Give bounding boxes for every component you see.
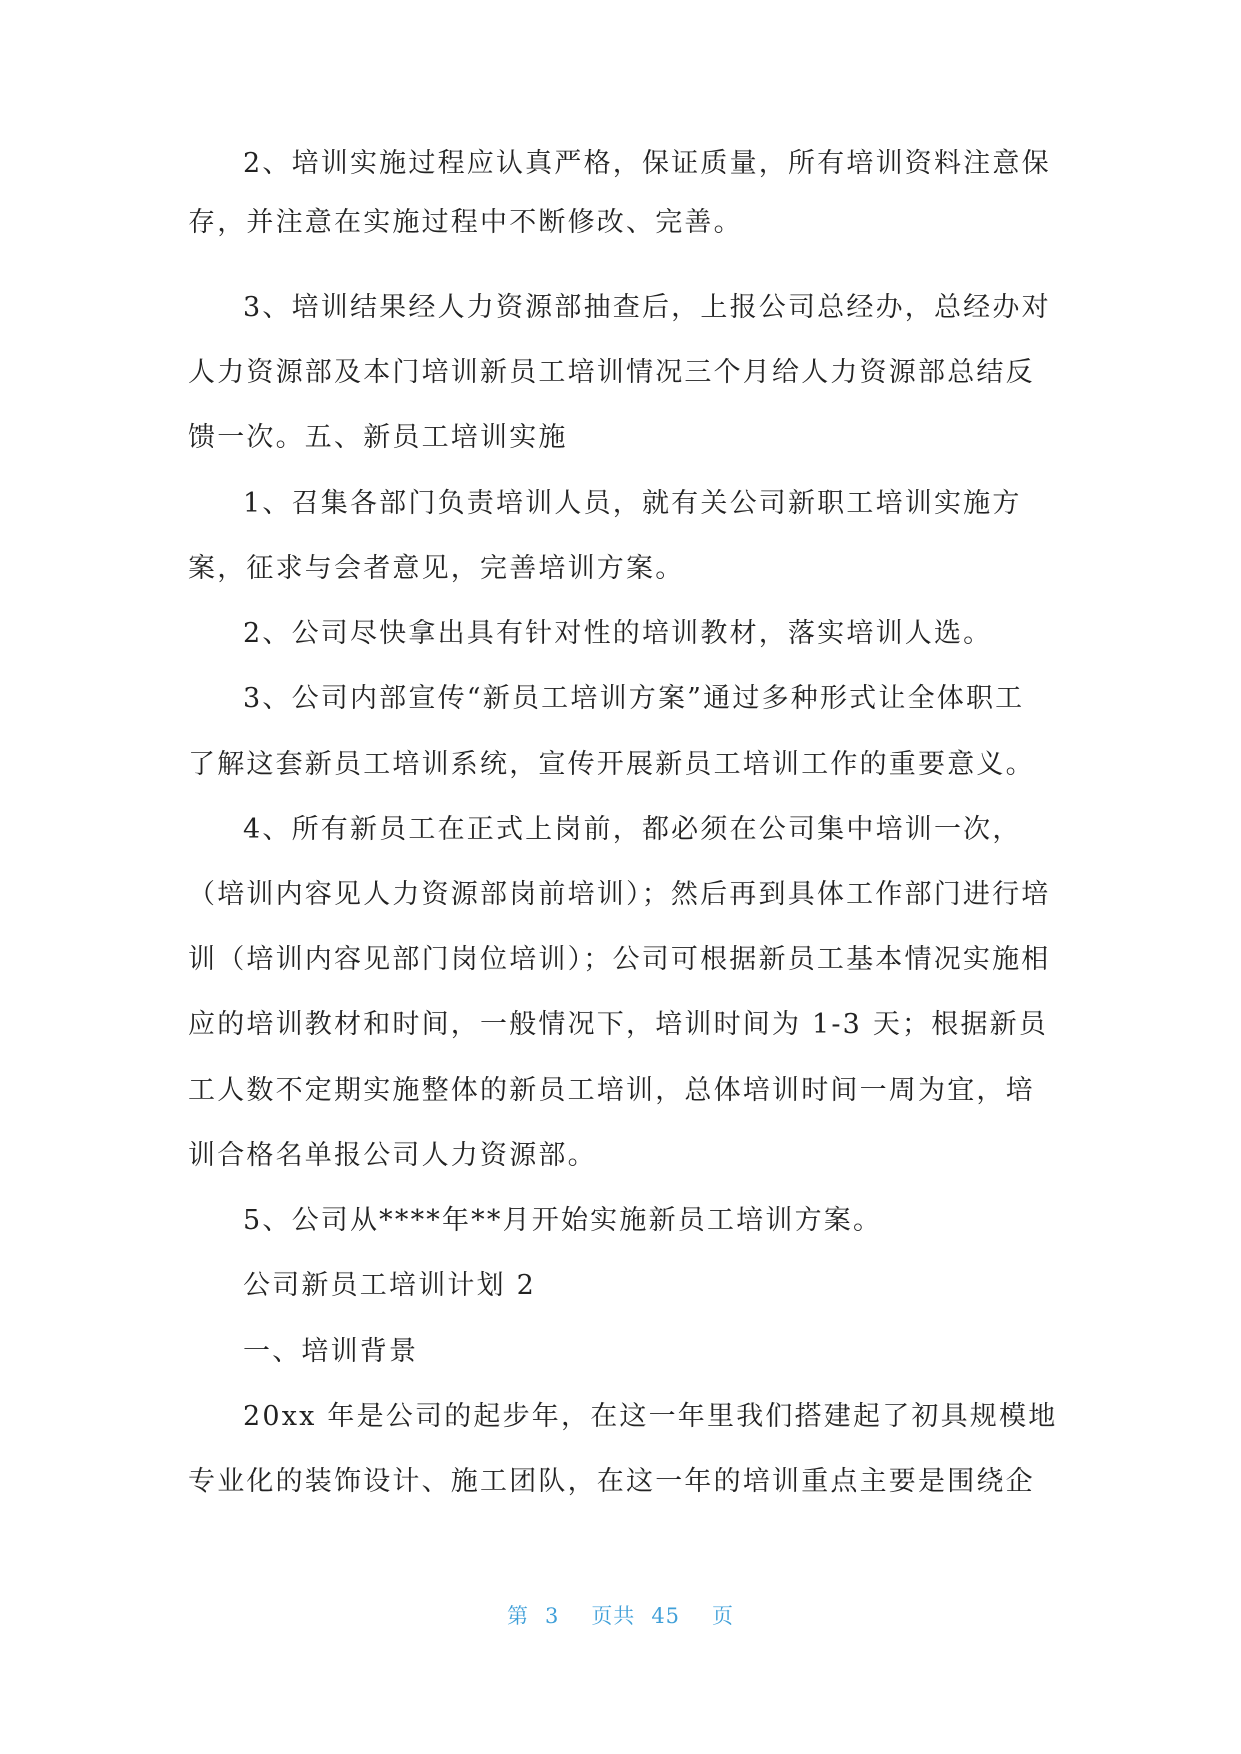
paragraph-line-1: 2、培训实施过程应认真严格，保证质量，所有培训资料注意保 (243, 148, 1051, 179)
paragraph-line-11: 4、所有新员工在正式上岗前，都必须在公司集中培训一次， (243, 814, 1022, 845)
paragraph-line-15: 工人数不定期实施整体的新员工培训，总体培训时间一周为宜，培 (188, 1075, 1035, 1106)
paragraph-line-19: 专业化的装饰设计、施工团队，在这一年的培训重点主要是围绕企 (188, 1466, 1035, 1497)
paragraph-line-7: 案，征求与会者意见，完善培训方案。 (188, 553, 685, 584)
footer-prefix: 第 (506, 1604, 529, 1628)
paragraph-line-12: （培训内容见人力资源部岗前培训）；然后再到具体工作部门进行培 (188, 879, 1051, 910)
footer-total-pages: 45 (651, 1604, 681, 1628)
footer-current-page: 3 (544, 1604, 560, 1628)
paragraph-line-14: 应的培训教材和时间，一般情况下，培训时间为 1-3 天；根据新员 (188, 1009, 1049, 1040)
footer-suffix: 页 (712, 1604, 735, 1628)
paragraph-line-9: 3、公司内部宣传“新员工培训方案”通过多种形式让全体职工 (243, 683, 1025, 714)
paragraph-line-16: 训合格名单报公司人力资源部。 (188, 1140, 597, 1171)
paragraph-line-6: 1、召集各部门负责培训人员，就有关公司新职工培训实施方 (243, 488, 1022, 519)
paragraph-line-4: 人力资源部及本门培训新员工培训情况三个月给人力资源部总结反 (188, 357, 1035, 388)
paragraph-line-18: 20xx 年是公司的起步年，在这一年里我们搭建起了初具规模地 (243, 1401, 1058, 1432)
paragraph-line-2: 存，并注意在实施过程中不断修改、完善。 (188, 207, 743, 238)
paragraph-line-13: 训（培训内容见部门岗位培训）；公司可根据新员工基本情况实施相 (188, 944, 1051, 975)
paragraph-line-5: 馈一次。五、新员工培训实施 (188, 422, 568, 453)
footer-middle: 页共 (591, 1604, 636, 1628)
paragraph-line-17: 5、公司从****年**月开始实施新员工培训方案。 (243, 1205, 883, 1236)
paragraph-line-3: 3、培训结果经人力资源部抽查后，上报公司总经办，总经办对 (243, 292, 1051, 323)
page-footer (0, 1600, 1241, 1630)
section-heading: 公司新员工培训计划 2 (243, 1270, 536, 1301)
subsection-heading: 一、培训背景 (243, 1336, 419, 1367)
paragraph-line-10: 了解这套新员工培训系统，宣传开展新员工培训工作的重要意义。 (188, 749, 1035, 780)
paragraph-line-8: 2、公司尽快拿出具有针对性的培训教材，落实培训人选。 (243, 618, 993, 649)
